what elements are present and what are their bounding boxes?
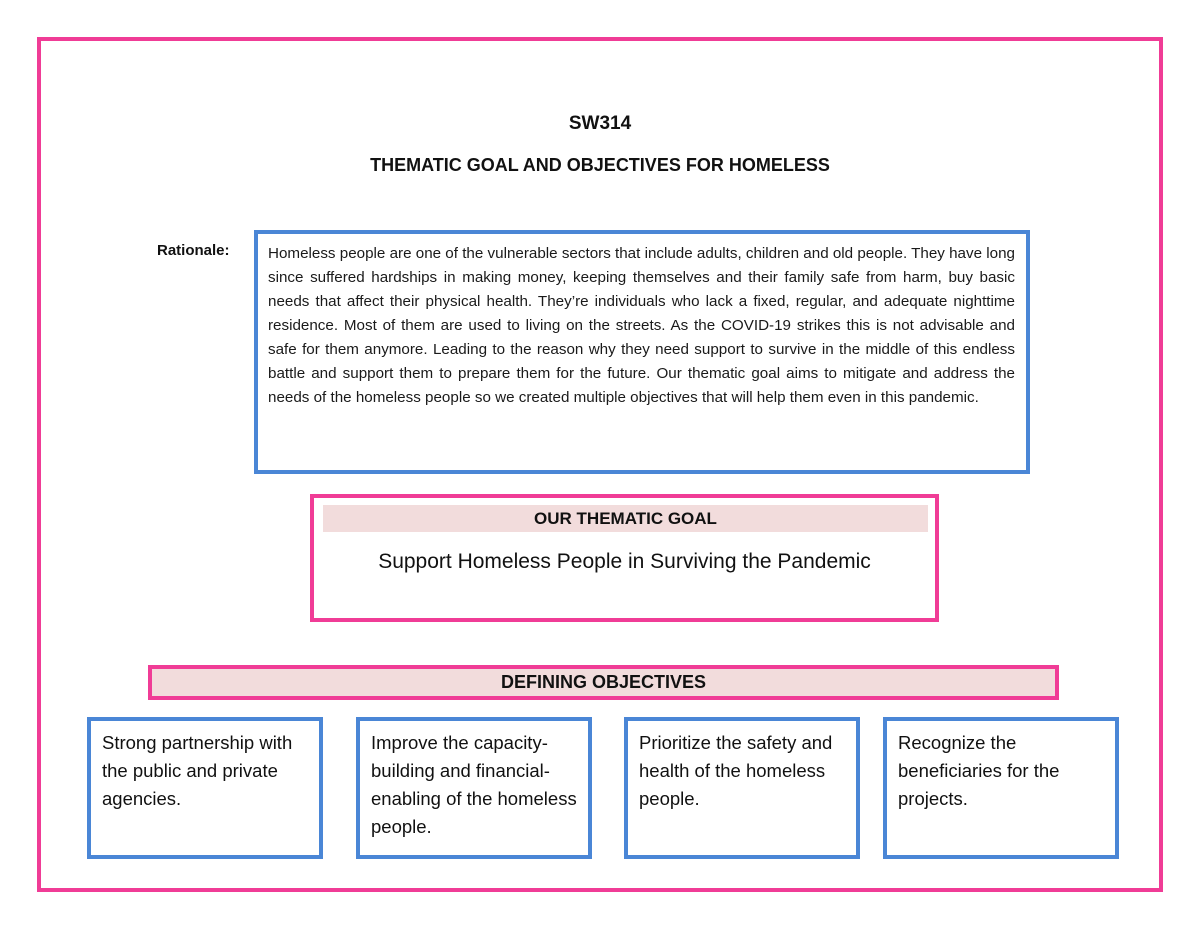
objective-card: Improve the capacity-building and financial-enabling of the homeless people. — [356, 717, 592, 859]
objectives-header: DEFINING OBJECTIVES — [148, 665, 1059, 700]
objective-card: Recognize the beneficiaries for the projects. — [883, 717, 1119, 859]
rationale-box — [254, 230, 1030, 474]
objective-card: Strong partnership with the public and private agencies. — [87, 717, 323, 859]
rationale-label: Rationale: — [157, 242, 230, 259]
thematic-goal-text: Support Homeless People in Surviving the Pandemic — [378, 550, 871, 573]
course-code: SW314 — [568, 113, 632, 134]
document-title: THEMATIC GOAL AND OBJECTIVES FOR HOMELESS — [370, 155, 830, 175]
thematic-goal-header: OUR THEMATIC GOAL — [323, 505, 928, 532]
rationale-text: Homeless people are one of the vulnerable sectors that include adults, children and old people. They have long since suffered hardships in making money, keeping themselves and their family safe from harm, buy basic needs that affect their physical health. They’re individuals who lack a fixed, regular, and adequate nighttime residence. Most of them are used to living on the streets. As the COVID-19 strikes this is not advisable and safe for them anymore. Leading to the reason why they need support to survive in the middle of this endless battle and support them to prepare them for the future. Our thematic goal aims to mitigate and address the needs of the homeless people so we created multiple objectives that will help them even in this pandemic. — [268, 245, 1015, 406]
objective-card: Prioritize the safety and health of the homeless people. — [624, 717, 860, 859]
thematic-goal-box — [310, 494, 939, 622]
